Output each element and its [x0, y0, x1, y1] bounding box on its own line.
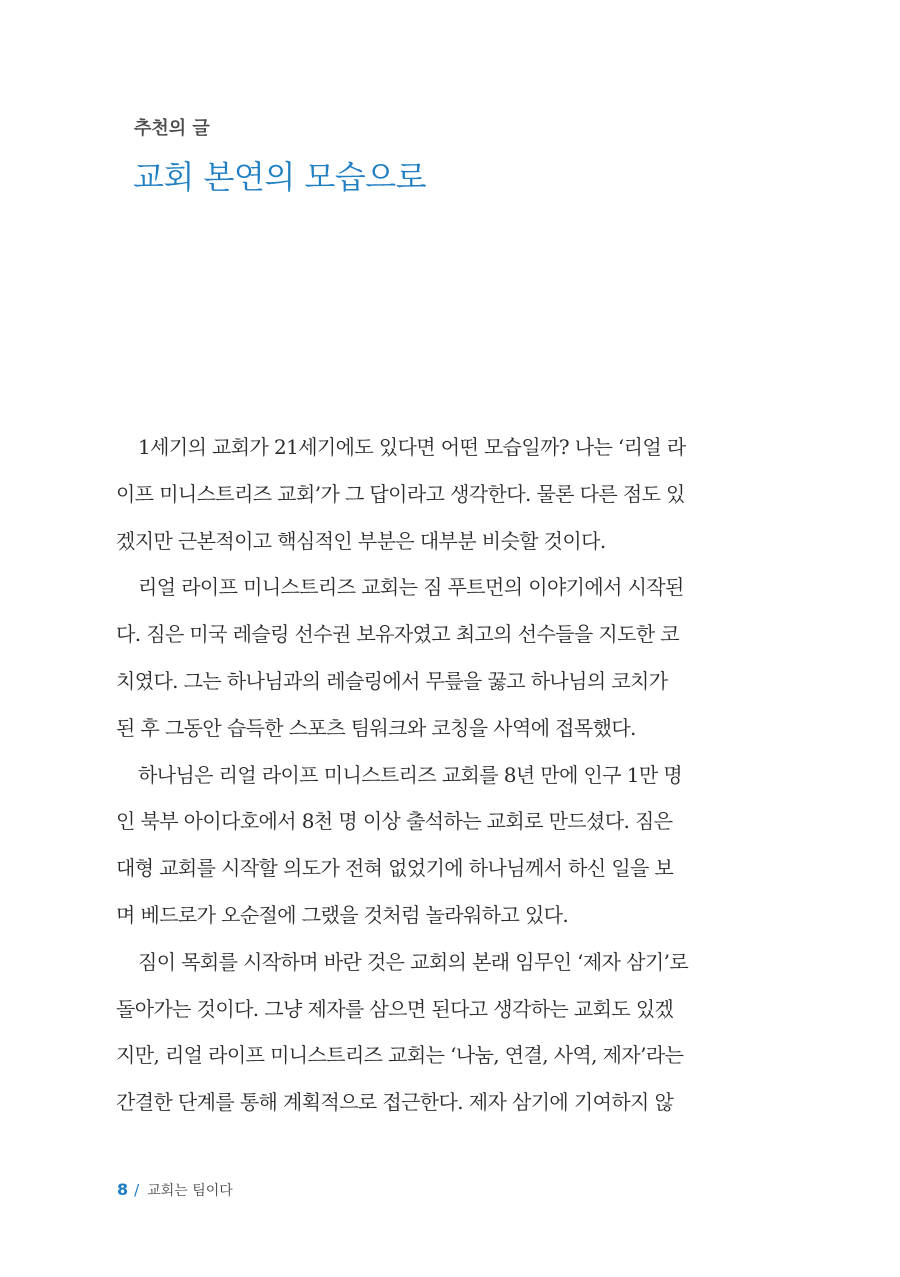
body-line: 인 북부 아이다호에서 8천 명 이상 출석하는 교회로 만드셨다. 짐은	[116, 809, 673, 834]
body-line: 대형 교회를 시작할 의도가 전혀 없었기에 하나님께서 하신 일을 보	[116, 856, 674, 881]
body-line: 된 후 그동안 습득한 스포츠 팀워크와 코칭을 사역에 접목했다.	[116, 715, 636, 740]
footer-separator: /	[134, 1181, 140, 1199]
body-line: 짐이 목회를 시작하며 바란 것은 교회의 본래 임무인 ‘제자 삼기’로	[138, 949, 689, 974]
body-line: 이프 미니스트리즈 교회’가 그 답이라고 생각한다. 물론 다른 점도 있	[116, 481, 685, 506]
body-line: 리얼 라이프 미니스트리즈 교회는 짐 푸트먼의 이야기에서 시작된	[138, 575, 684, 600]
page-number: 8	[117, 1180, 129, 1199]
body-line: 다. 짐은 미국 레슬링 선수권 보유자였고 최고의 선수들을 지도한 코	[116, 622, 680, 647]
body-line: 며 베드로가 오순절에 그랬을 것처럼 놀라워하고 있다.	[116, 902, 569, 927]
body-line: 1세기의 교회가 21세기에도 있다면 어떤 모습일까? 나는 ‘리얼 라	[138, 435, 686, 459]
body-line: 지만, 리얼 라이프 미니스트리즈 교회는 ‘나눔, 연결, 사역, 제자’라는	[116, 1043, 684, 1068]
body-line: 치였다. 그는 하나님과의 레슬링에서 무릎을 꿇고 하나님의 코치가	[116, 668, 668, 693]
chapter-title: 교회 본연의 모습으로	[133, 158, 427, 196]
body-line: 간결한 단계를 통해 계획적으로 접근한다. 제자 삼기에 기여하지 않	[116, 1090, 674, 1115]
body-text	[116, 424, 738, 1126]
section-label: 추천의 글	[134, 118, 210, 139]
body-line: 돌아가는 것이다. 그냥 제자를 삼으면 된다고 생각하는 교회도 있겠	[116, 996, 674, 1021]
running-title: 교회는 팀이다	[147, 1183, 233, 1199]
body-line: 하나님은 리얼 라이프 미니스트리즈 교회를 8년 만에 인구 1만 명	[138, 762, 683, 787]
page-footer	[117, 1180, 233, 1200]
body-line: 겠지만 근본적이고 핵심적인 부분은 대부분 비슷할 것이다.	[116, 528, 606, 553]
